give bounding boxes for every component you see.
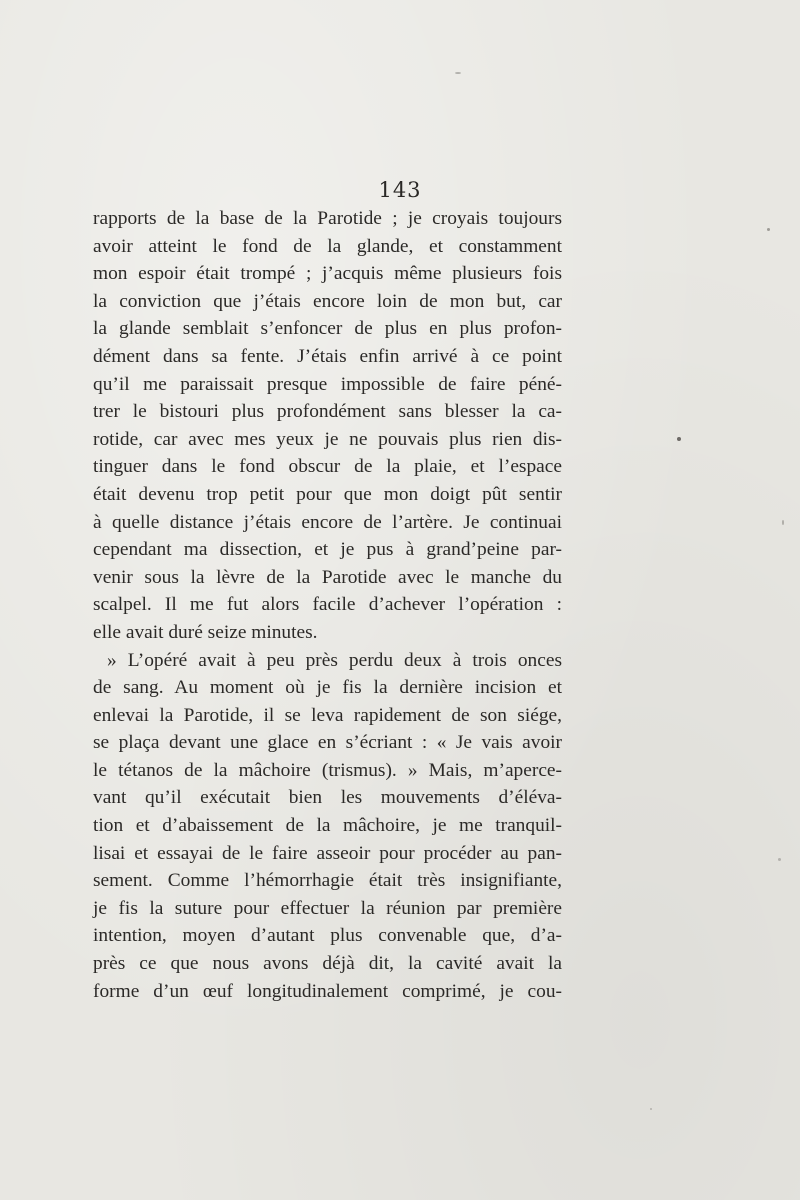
text-line: vant qu’il exécutait bien les mouvements d’éléva-	[93, 787, 562, 809]
text-line: forme d’un œuf longitudinalement comprimé, je cou-	[93, 980, 562, 1002]
text-line: le tétanos de la mâchoire (trismus). » Mais, m’aperce-	[93, 759, 562, 781]
paper-speck	[767, 228, 770, 231]
text-line: tion et d’abaissement de la mâchoire, je me tranquil-	[93, 815, 562, 837]
paper-speck	[650, 1108, 652, 1110]
text-line: la glande semblait s’enfoncer de plus en plus profon-	[93, 318, 562, 340]
paper-speck	[677, 437, 681, 441]
text-line: je fis la suture pour effectuer la réunion par première	[93, 897, 562, 919]
text-line: mon espoir était trompé ; j’acquis même plusieurs fois	[93, 263, 562, 285]
text-line: était devenu trop petit pour que mon doigt pût sentir	[93, 483, 562, 505]
text-line: dément dans sa fente. J’étais enfin arrivé à ce point	[93, 345, 562, 367]
page-number: 143	[378, 178, 422, 202]
text-line: cependant ma dissection, et je pus à grand’peine par-	[93, 539, 562, 561]
paragraph-end-line: elle avait duré seize minutes.	[93, 621, 318, 643]
text-line: venir sous la lèvre de la Parotide avec le manche du	[93, 566, 562, 588]
body-text	[93, 205, 562, 1005]
text-line: lisai et essayai de le faire asseoir pour procéder au pan-	[93, 842, 562, 864]
text-line: se plaça devant une glace en s’écriant : « Je vais avoir	[93, 732, 562, 754]
paper-speck	[455, 72, 461, 74]
text-line: à quelle distance j’étais encore de l’artère. Je continuai	[93, 511, 562, 533]
text-line: sement. Comme l’hémorrhagie était très insignifiante,	[93, 870, 562, 892]
text-line: avoir atteint le fond de la glande, et constamment	[93, 235, 562, 257]
text-line: rapports de la base de la Parotide ; je croyais toujours	[93, 208, 562, 229]
text-line: scalpel. Il me fut alors facile d’achever l’opération :	[93, 594, 562, 616]
text-line: trer le bistouri plus profondément sans blesser la ca-	[93, 401, 562, 423]
paper-speck	[782, 520, 784, 525]
text-line: rotide, car avec mes yeux je ne pouvais plus rien dis-	[93, 428, 562, 450]
text-line: intention, moyen d’autant plus convenable que, d’a-	[93, 925, 562, 947]
text-line: de sang. Au moment où je fis la dernière incision et	[93, 677, 562, 699]
paper-speck	[778, 858, 781, 861]
text-line: qu’il me paraissait presque impossible de faire péné-	[93, 373, 562, 395]
text-line: enlevai la Parotide, il se leva rapidement de son siége,	[93, 704, 562, 726]
text-line: tinguer dans le fond obscur de la plaie, et l’espace	[93, 456, 562, 478]
paragraph-start-line: » L’opéré avait à peu près perdu deux à trois onces	[107, 649, 562, 671]
text-line: la conviction que j’étais encore loin de mon but, car	[93, 290, 562, 312]
text-line: près ce que nous avons déjà dit, la cavité avait la	[93, 953, 562, 975]
